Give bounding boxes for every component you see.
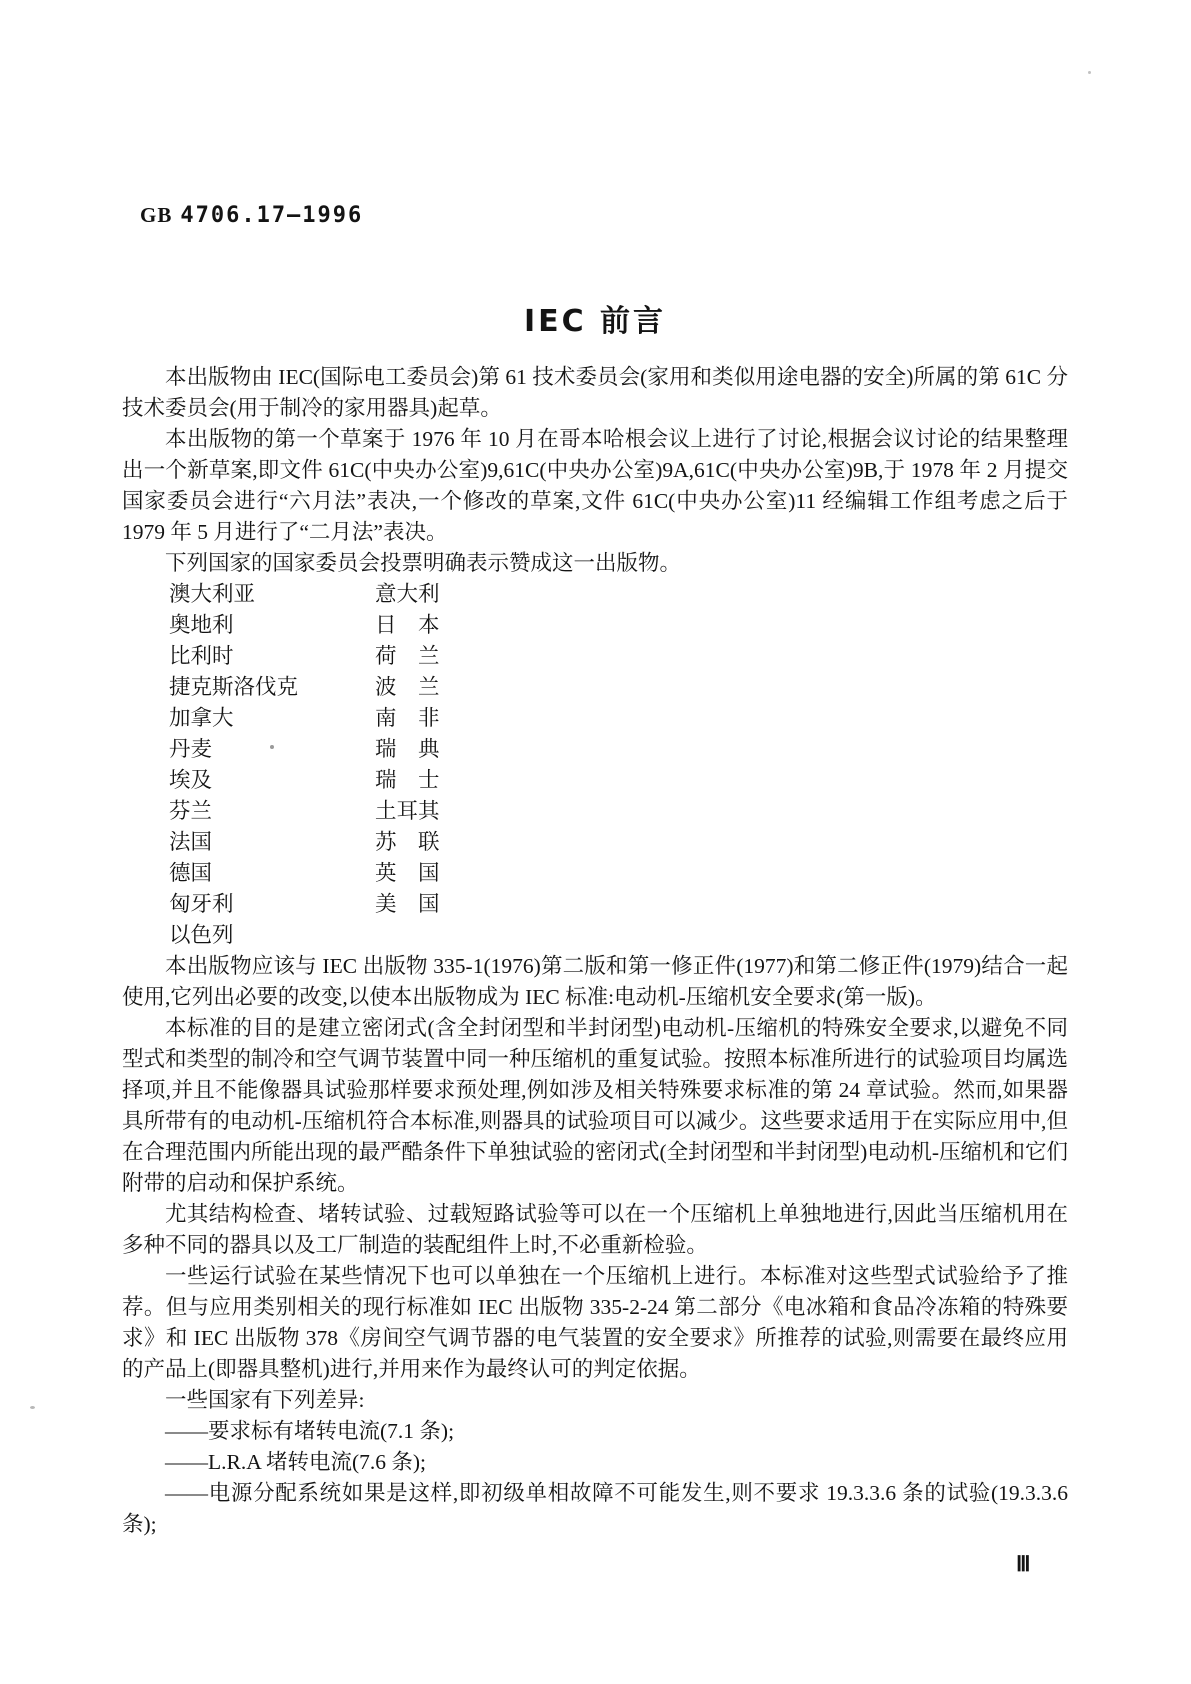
country-row <box>122 858 1068 889</box>
country-name: 瑞 士 <box>375 768 440 792</box>
country-row <box>122 703 1068 734</box>
body-paragraph: 本标准的目的是建立密闭式(含全封闭型和半封闭型)电动机-压缩机的特殊安全要求,以避免不同型式和类型的制冷和空气调节装置中同一种压缩机的重复试验。按照本标准所进行的试验项目均属选择项,并且不能像器具试验那样要求预处理,例如涉及相关特殊要求标准的第 24 章试验。然而,如果器具所带有的电动机-压缩机符合本标准,则器具的试验项目可以减少。这些要求适用于在实际应用中,但在合理范围内所能出现的最严酷条件下单独试验的密闭式(全封闭型和半封闭型)电动机-压缩机和它们附带的启动和保护系统。 <box>122 1016 1069 1195</box>
country-name: 丹麦 <box>169 737 213 761</box>
country-row <box>122 610 1068 641</box>
voting-countries-list <box>122 579 1068 951</box>
scan-artifact <box>270 745 274 749</box>
country-row <box>122 827 1068 858</box>
national-difference-item: ——要求标有堵转电流(7.1 条); <box>165 1419 455 1443</box>
country-name: 法国 <box>169 830 213 854</box>
country-name: 苏 联 <box>375 830 440 854</box>
country-name: 日 本 <box>375 613 440 637</box>
country-row <box>122 920 1068 951</box>
page-title: IEC 前言 <box>523 304 667 339</box>
country-row <box>122 672 1068 703</box>
country-name: 美 国 <box>375 892 440 916</box>
page-number: Ⅲ <box>1016 1552 1031 1576</box>
standard-code-prefix: GB <box>140 203 173 227</box>
intro-paragraph: 本出版物由 IEC(国际电工委员会)第 61 技术委员会(家用和类似用途电器的安全)所属的第 61C 分技术委员会(用于制冷的家用器具)起草。 <box>122 365 1068 420</box>
country-row <box>122 889 1068 920</box>
country-name: 英 国 <box>375 861 440 885</box>
national-differences-intro: 一些国家有下列差异: <box>165 1388 365 1412</box>
body-paragraph: 本出版物应该与 IEC 出版物 335-1(1976)第二版和第一修正件(1977)和第二修正件(1979)结合一起使用,它列出必要的改变,以使本出版物成为 IEC 标准:电动机-压缩机安全要求(第一版)。 <box>122 954 1068 1009</box>
scan-artifact <box>1088 71 1091 74</box>
country-name: 德国 <box>169 861 213 885</box>
standard-code <box>140 203 363 228</box>
country-row <box>122 641 1068 672</box>
country-name: 奥地利 <box>169 613 234 637</box>
body-paragraph: 一些运行试验在某些情况下也可以单独在一个压缩机上进行。本标准对这些型式试验给予了推荐。但与应用类别相关的现行标准如 IEC 出版物 335-2-24 第二部分《电冰箱和食品冷冻箱的特殊要求》和 IEC 出版物 378《房间空气调节器的电气装置的安全要求》所推荐的试验,则需要在最终应用的产品上(即器具整机)进行,并用来作为最终认可的判定依据。 <box>122 1264 1068 1381</box>
intro-paragraph: 本出版物的第一个草案于 1976 年 10 月在哥本哈根会议上进行了讨论,根据会议讨论的结果整理出一个新草案,即文件 61C(中央办公室)9,61C(中央办公室)9A,61C(中央办公室)9B,于 1978 年 2 月提交国家委员会进行“六月法”表决,一个修改的草案,文件 61C(中央办公室)11 经编辑工作组考虑之后于 1979 年 5 月进行了“二月法”表决。 <box>122 427 1068 544</box>
body-paragraph: 尤其结构检查、堵转试验、过载短路试验等可以在一个压缩机上单独地进行,因此当压缩机用在多种不同的器具以及工厂制造的装配组件上时,不必重新检验。 <box>122 1202 1068 1257</box>
country-name: 荷 兰 <box>375 644 440 668</box>
country-row <box>122 579 1068 610</box>
country-name: 加拿大 <box>169 706 234 730</box>
voting-countries-intro: 下列国家的国家委员会投票明确表示赞成这一出版物。 <box>165 551 682 575</box>
country-name: 以色列 <box>169 923 234 947</box>
country-name: 波 兰 <box>375 675 440 699</box>
country-name: 比利时 <box>169 644 234 668</box>
scan-artifact <box>30 1406 35 1409</box>
country-name: 芬兰 <box>169 799 213 823</box>
country-name: 南 非 <box>375 706 440 730</box>
country-name: 埃及 <box>169 768 213 792</box>
national-difference-item: ——L.R.A 堵转电流(7.6 条); <box>165 1450 426 1474</box>
country-row <box>122 765 1068 796</box>
country-name: 捷克斯洛伐克 <box>169 675 299 699</box>
country-name: 瑞 典 <box>375 737 440 761</box>
country-name: 匈牙利 <box>169 892 234 916</box>
country-name: 澳大利亚 <box>169 582 256 606</box>
standard-code-number: 4706.17—1996 <box>180 203 364 228</box>
country-name: 意大利 <box>375 582 440 606</box>
country-row <box>122 796 1068 827</box>
country-row <box>122 734 1068 765</box>
national-difference-item: ——电源分配系统如果是这样,即初级单相故障不可能发生,则不要求 19.3.3.6 条的试验(19.3.3.6 条); <box>122 1481 1068 1536</box>
document-body <box>122 362 1068 1540</box>
country-name: 土耳其 <box>375 799 440 823</box>
